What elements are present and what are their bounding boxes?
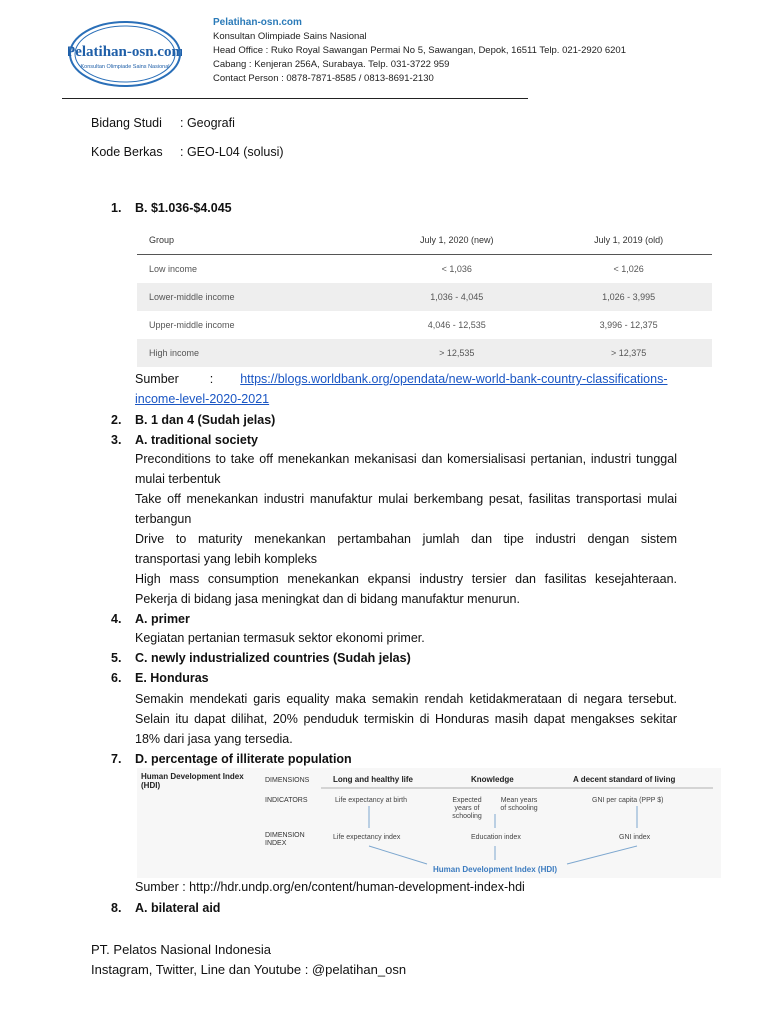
field-bidang-studi [91,116,235,130]
table-cell: Lower-middle income [137,283,368,311]
question-number: 3. [111,433,122,447]
hdi-diagram [137,768,721,878]
logo-subtext: Konsultan Olimpiade Sains Nasional [80,64,170,70]
table-header: July 1, 2020 (new) [368,226,545,255]
company-logo [68,20,182,88]
answer-2: B. 1 dan 4 (Sudah jelas) [135,413,276,427]
letterhead-line: Konsultan Olimpiade Sains Nasional [213,31,367,42]
table-cell: < 1,026 [613,264,644,274]
hdi-indicator-life: Life expectancy at birth [335,797,407,804]
hdi-dimensions-label: DIMENSIONS [265,777,310,784]
explanation-line: 18% dari jasa yang tersedia. [135,732,293,746]
answer-8: A. bilateral aid [135,901,221,915]
explanation-line: High mass consumption menekankan ekpansi industry tersier dan fasilitas kesejahteraan. [135,572,677,586]
answer-6: E. Honduras [135,671,209,685]
footer-social: Instagram, Twitter, Line dan Youtube : @pelatihan_osn [91,962,407,977]
source-link[interactable]: https://blogs.worldbank.org/opendata/new-world-bank-country-classifications- [240,372,668,386]
question-number: 7. [111,752,122,766]
table-cell: Low income [149,264,198,274]
table-cell: High income [137,339,368,367]
source-colon: : [209,372,214,386]
table-cell: 1,026 - 3,995 [545,283,712,311]
question-number: 2. [111,413,122,427]
table-header: Group [137,226,368,255]
explanation-line: Preconditions to take off menekankan mekanisasi dan komersialisasi pertanian, industri tunggal [135,452,677,466]
hdi-dimension-living: A decent standard of living [573,775,676,784]
field-label: Kode Berkas [91,145,163,159]
explanation-line: transportasi yang lebih kompleks [135,552,318,566]
explanation-line: Take off menekankan industri manufaktur mulai berkembang pesat, fasilitas transportasi mulai [135,492,677,506]
field-value: : Geografi [180,116,235,130]
hdi-indicator-gni: GNI per capita (PPP $) [592,797,664,804]
explanation-line: mulai terbentuk [135,472,221,486]
explanation-line: terbangun [135,512,192,526]
table-header: July 1, 2019 (old) [545,226,712,255]
hdi-index-life: Life expectancy index [333,834,401,841]
hdi-connectors [137,768,721,878]
table-cell: > 12,375 [545,339,712,367]
letterhead-site: Pelatihan-osn.com [213,17,302,28]
explanation-line: Selain itu dapat dilihat, 20% penduduk termiskin di Honduras masih dapat mengakses sekitar [135,712,677,726]
hdi-result: Human Development Index (HDI) [433,865,558,874]
question-number: 5. [111,651,122,665]
letterhead [213,16,626,86]
question-number: 6. [111,671,122,685]
letterhead-line: Cabang : Kenjeran 256A, Surabaya. Telp. 031-3722 959 [213,59,450,70]
table-row [137,283,712,311]
source-line-1 [135,372,668,386]
field-label: Bidang Studi [91,116,162,130]
letterhead-line: Contact Person : 0878-7871-8585 / 0813-8691-2130 [213,73,434,84]
hdi-indicator-expected-schooling: Expected years of schooling [452,797,482,820]
answer-4: A. primer [135,612,190,626]
hdi-index-gni: GNI index [619,834,651,841]
hdi-source: Sumber : http://hdr.undp.org/en/content/human-development-index-hdi [135,880,525,894]
answer-1: B. $1.036-$4.045 [135,201,232,215]
header-divider [62,98,528,99]
hdi-title: Human Development Index (HDI) [141,772,244,790]
hdi-index-education: Education index [471,834,521,841]
question-number: 1. [111,201,122,215]
hdi-dimension-knowledge: Knowledge [471,775,514,784]
table-cell: > 12,535 [368,339,545,367]
explanation-line: Kegiatan pertanian termasuk sektor ekonomi primer. [135,631,425,645]
question-number: 4. [111,612,122,626]
table-cell: Upper-middle income [149,320,235,330]
table-row [137,255,712,284]
answer-5: C. newly industrialized countries (Sudah jelas) [135,651,411,665]
logo-text: Pelatihan-osn.com [68,44,182,60]
table-row [137,311,712,339]
explanation-line: Semakin mendekati garis equality maka semakin rendah ketidakmerataan di negara tersebut. [135,692,677,706]
table-cell: < 1,036 [441,264,472,274]
hdi-indicators-label: INDICATORS [265,797,308,804]
explanation-line: Drive to maturity menekankan pertambahan jumlah dan tipe industri dengan sistem [135,532,677,546]
table-cell: 3,996 - 12,375 [599,320,658,330]
answer-3: A. traditional society [135,433,258,447]
field-kode-berkas [91,145,284,159]
source-line-2 [135,392,269,406]
hdi-dimension-health: Long and healthy life [333,775,414,784]
income-table [137,226,712,367]
footer-company: PT. Pelatos Nasional Indonesia [91,942,271,957]
source-label: Sumber [135,372,179,386]
field-value: : GEO-L04 (solusi) [180,145,284,159]
letterhead-line: Head Office : Ruko Royal Sawangan Permai No 5, Sawangan, Depok, 16511 Telp. 021-2920 6201 [213,45,626,56]
hdi-indicator-mean-schooling: Mean years of schooling [500,797,538,812]
table-cell: 1,036 - 4,045 [368,283,545,311]
table-cell: 4,046 - 12,535 [427,320,486,330]
explanation-line: Pekerja di bidang jasa meningkat dan di bidang manufaktur menurun. [135,592,520,606]
question-number: 8. [111,901,122,915]
answer-7: D. percentage of illiterate population [135,752,352,766]
source-link-continued[interactable]: income-level-2020-2021 [135,392,270,406]
hdi-dimension-index-label: DIMENSION INDEX [265,832,305,847]
table-row [137,339,712,367]
